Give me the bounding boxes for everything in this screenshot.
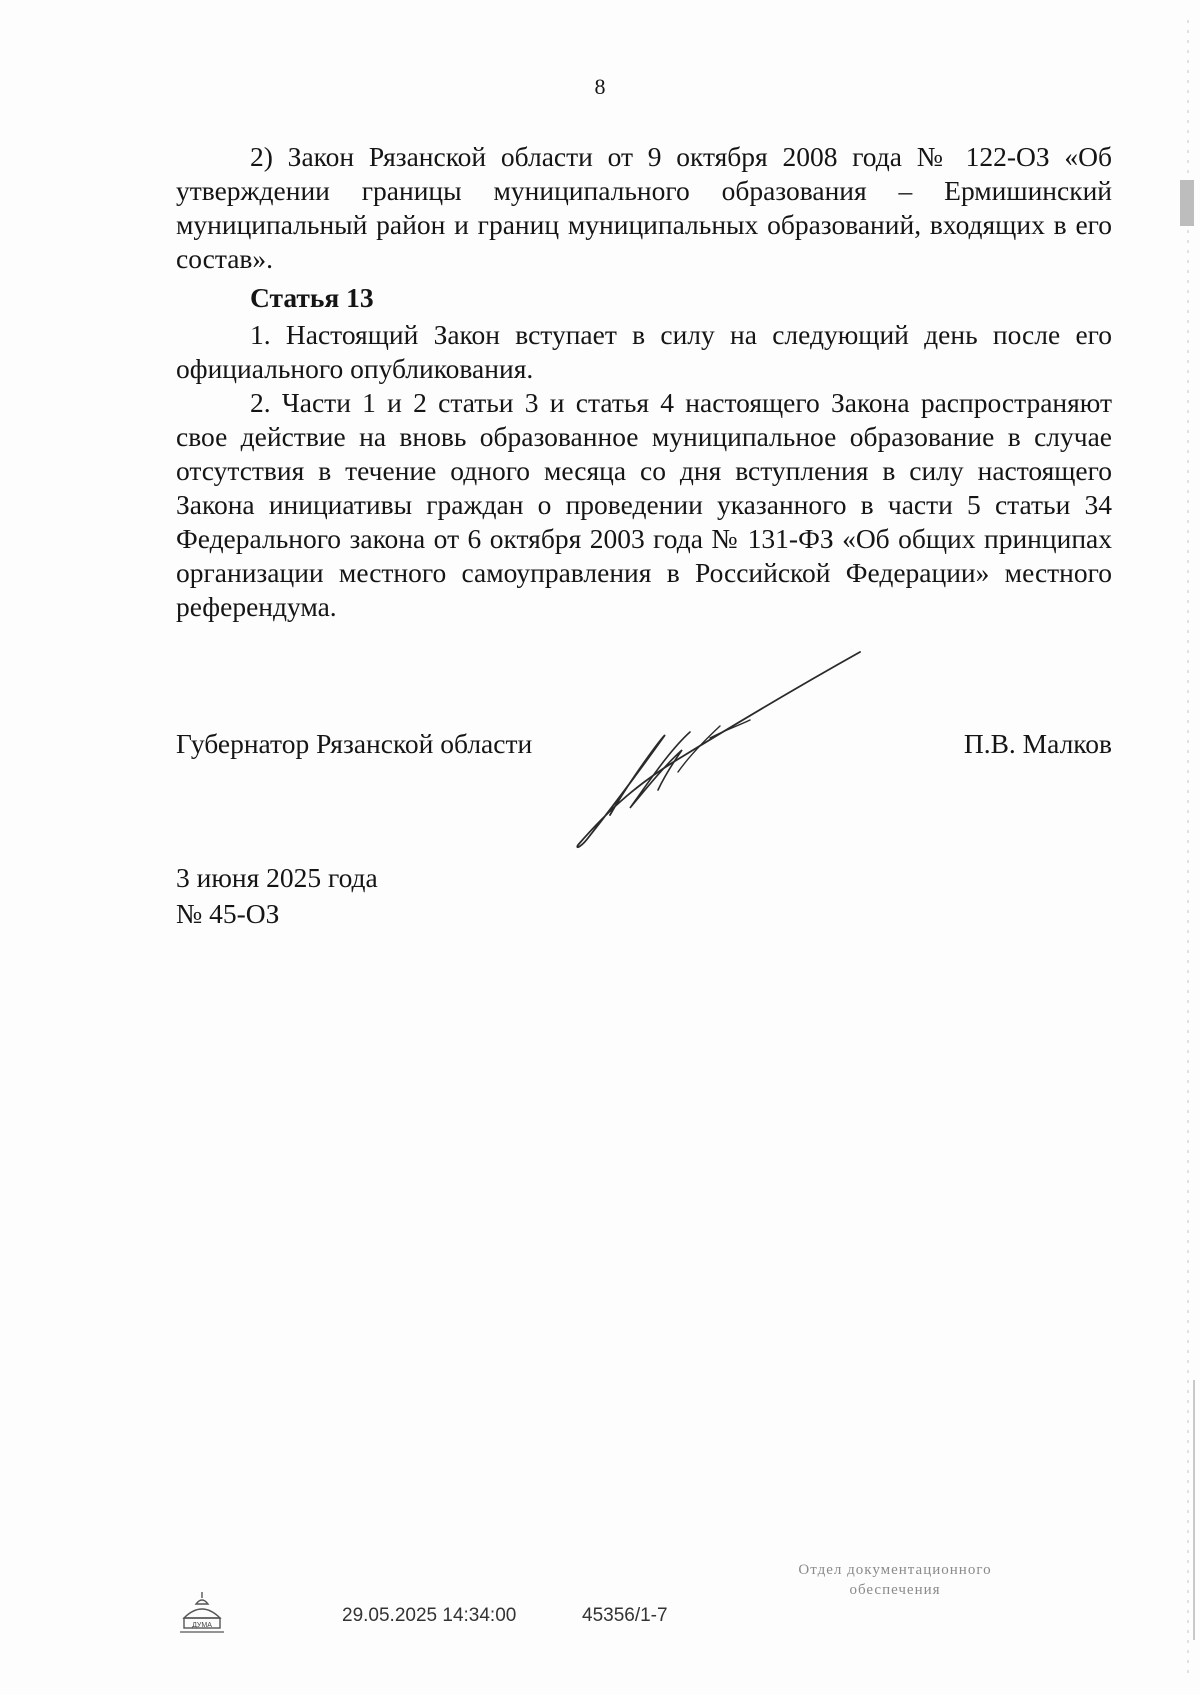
department-stamp	[740, 1560, 1050, 1600]
duma-logo-icon	[176, 1588, 228, 1638]
scan-edge-artifact	[1170, 0, 1200, 1695]
signatory-name: П.В. Малков	[963, 728, 1112, 759]
document-date: 3 июня 2025 года	[176, 862, 378, 893]
svg-text:ДУМА: ДУМА	[192, 1622, 212, 1629]
handwritten-signature	[570, 640, 870, 855]
article-body	[176, 318, 1112, 624]
footer-timestamp: 29.05.2025 14:34:00	[342, 1605, 517, 1626]
page-number: 8	[594, 74, 606, 99]
footer-registration-number: 45356/1-7	[582, 1605, 668, 1626]
document-number: № 45-ОЗ	[176, 898, 280, 929]
article-paragraph-2: 2. Части 1 и 2 статьи 3 и статья 4 настоящего Закона распространяют свое действие на вновь образованное муниципальное образование в случае отсутствия в течение одного месяца со дня вступления в силу настоящего Закона инициативы граждан о проведении указанного в части 5 статьи 34 Федерального закона от 6 октября 2003 года № 131-ФЗ «Об общих принципах организации местного самоуправления в Российской Федерации» местного референдума.	[176, 387, 1112, 622]
clause-2-block	[176, 140, 1112, 276]
document-date-block	[176, 860, 378, 932]
article-paragraph-1: 1. Настоящий Закон вступает в силу на следующий день после его официального опубликования.	[176, 319, 1112, 384]
article-heading: Статья 13	[250, 282, 374, 313]
clause-2-text: 2) Закон Рязанской области от 9 октября 2008 года № 122-ОЗ «Об утверждении границы муниципального образования – Ермишинский муниципальный район и границ муниципальных образований, входящих в его состав».	[176, 141, 1112, 274]
signatory-position: Губернатор Рязанской области	[176, 728, 533, 759]
department-stamp-line-1: Отдел документационного	[798, 1562, 992, 1578]
department-stamp-line-2: обеспечения	[849, 1582, 941, 1598]
